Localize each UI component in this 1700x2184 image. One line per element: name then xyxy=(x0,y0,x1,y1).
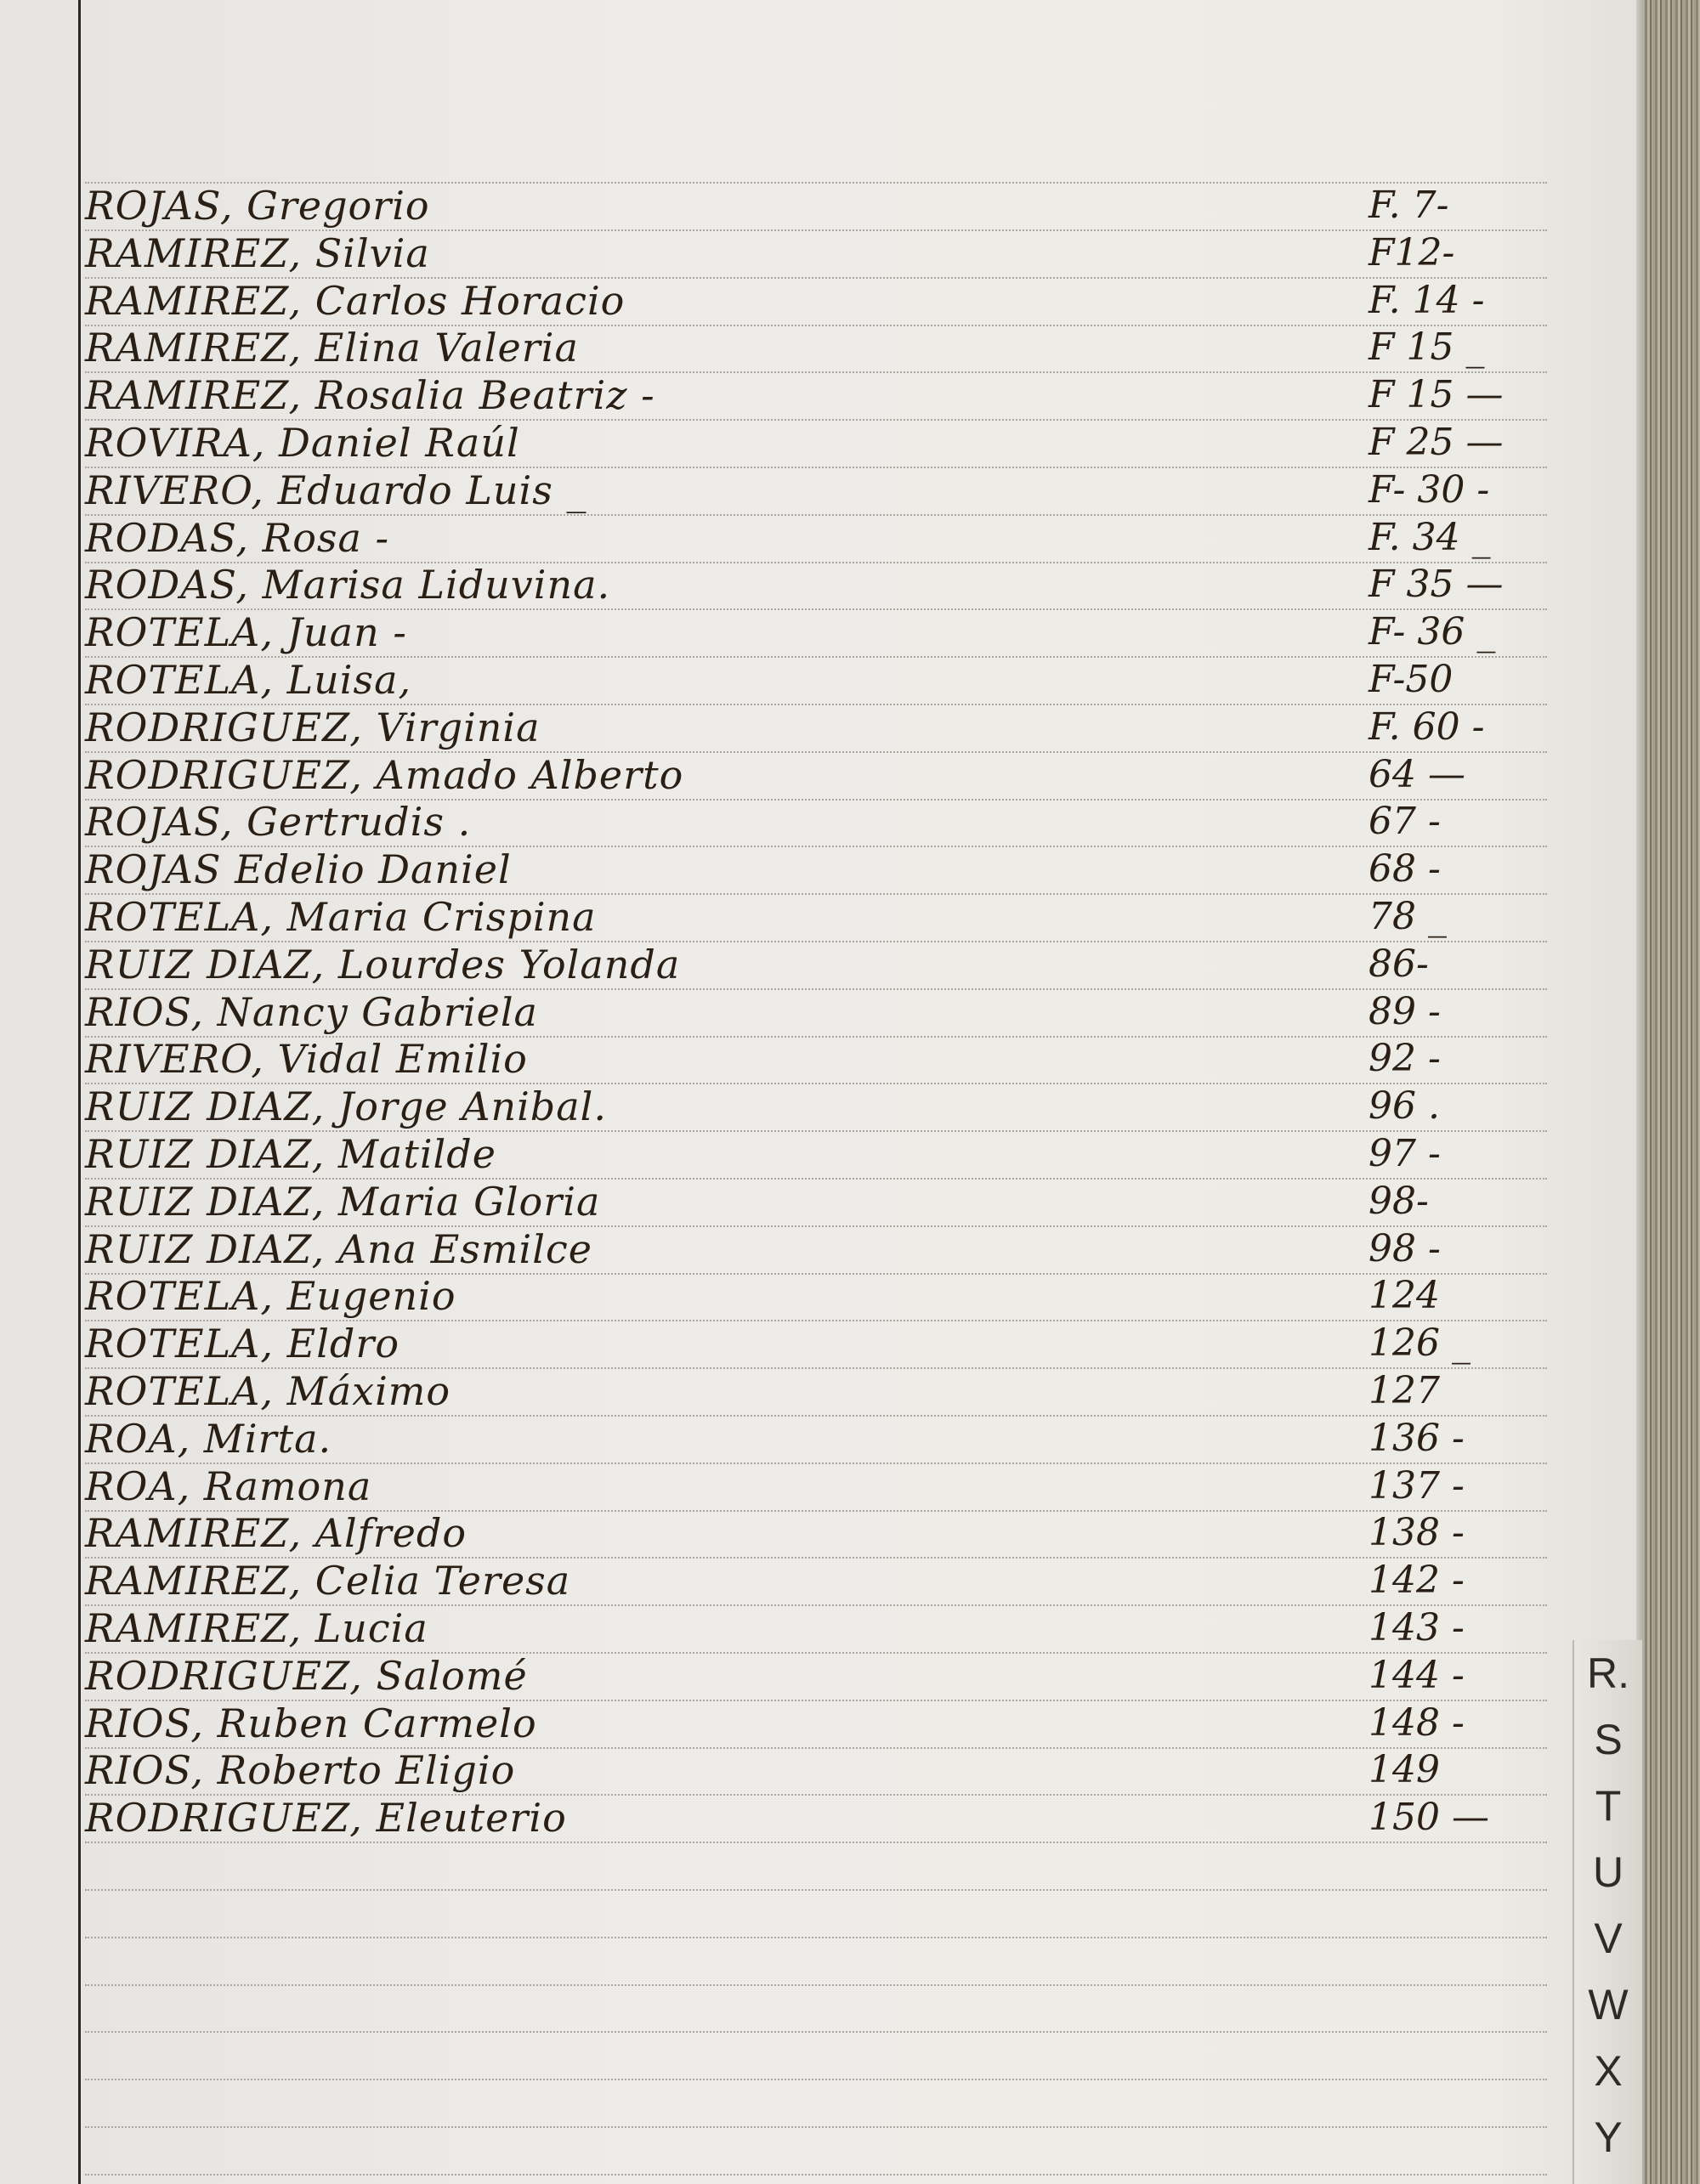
list-item xyxy=(85,798,1530,846)
entry-name: ROJAS, Gregorio xyxy=(85,183,430,229)
list-item xyxy=(85,751,1530,799)
list-item xyxy=(85,608,1530,656)
list-item xyxy=(85,1509,1530,1557)
list-item xyxy=(85,561,1530,608)
entry-name: RAMIREZ, Alfredo xyxy=(85,1510,468,1557)
entry-folio: 149 xyxy=(1368,1748,1440,1792)
entry-name: ROJAS, Gertrudis . xyxy=(85,799,472,846)
entry-folio: 137 - xyxy=(1368,1463,1465,1508)
list-item xyxy=(85,371,1530,419)
index-tab-w[interactable]: W xyxy=(1588,1981,1629,2028)
index-tab-u[interactable]: U xyxy=(1592,1848,1624,1896)
entry-name: ROTELA, Juan - xyxy=(85,609,407,656)
list-item xyxy=(85,1130,1530,1178)
entry-folio: 89 - xyxy=(1368,989,1441,1033)
entry-folio: 148 - xyxy=(1368,1700,1465,1745)
entry-name: RIOS, Roberto Eligio xyxy=(85,1747,516,1794)
entry-folio: F 35 — xyxy=(1368,563,1504,607)
list-item xyxy=(85,893,1530,941)
entry-folio: 64 — xyxy=(1368,752,1465,796)
entry-folio: 98 - xyxy=(1368,1226,1441,1270)
entry-folio: F. 60 - xyxy=(1368,704,1485,749)
entry-folio: F 25 — xyxy=(1368,421,1504,464)
list-item xyxy=(85,1652,1530,1700)
entry-name: RAMIREZ, Lucia xyxy=(85,1605,428,1651)
entry-name: RUIZ DIAZ, Lourdes Yolanda xyxy=(85,941,681,987)
entry-name: RUIZ DIAZ, Matilde xyxy=(85,1131,496,1177)
entry-folio: 143 - xyxy=(1368,1606,1465,1649)
list-item xyxy=(85,324,1530,371)
ruled-line xyxy=(85,1984,1547,1986)
entry-name: RAMIREZ, Rosalia Beatriz - xyxy=(85,372,655,419)
entry-name: ROVIRA, Daniel Raúl xyxy=(85,420,520,466)
entry-name: RAMIREZ, Celia Teresa xyxy=(85,1558,571,1604)
entry-folio: F. 34 _ xyxy=(1368,515,1491,559)
ruled-line xyxy=(85,1937,1547,1938)
entry-folio: F-50 xyxy=(1368,658,1454,701)
entry-folio: 78 _ xyxy=(1368,895,1447,938)
entry-folio: 126 _ xyxy=(1368,1321,1470,1366)
margin-line xyxy=(78,0,81,2184)
entry-name: ROTELA, Eugenio xyxy=(85,1273,456,1320)
list-item xyxy=(85,229,1530,277)
list-item xyxy=(85,1415,1530,1463)
entry-name: ROTELA, Eldro xyxy=(85,1321,400,1367)
index-tab-s[interactable]: S xyxy=(1594,1716,1623,1763)
entry-name: RODAS, Marisa Liduvina. xyxy=(85,562,611,608)
list-item xyxy=(85,1700,1530,1747)
entry-name: ROA, Mirta. xyxy=(85,1415,332,1462)
entry-folio: 98- xyxy=(1368,1179,1429,1223)
list-item xyxy=(85,1367,1530,1415)
entry-folio: 144 - xyxy=(1368,1653,1465,1697)
entry-name: RIOS, Ruben Carmelo xyxy=(85,1700,537,1746)
book-spine xyxy=(1645,0,1700,2184)
list-item xyxy=(85,182,1530,229)
entry-folio: 150 — xyxy=(1368,1796,1489,1840)
list-item xyxy=(85,988,1530,1036)
list-item xyxy=(85,419,1530,467)
list-item xyxy=(85,846,1530,893)
list-item xyxy=(85,1746,1530,1794)
list-item xyxy=(85,277,1530,325)
entry-folio: 124 xyxy=(1368,1274,1440,1318)
list-item xyxy=(85,1604,1530,1652)
index-tab-y[interactable]: Y xyxy=(1594,2113,1623,2161)
list-item xyxy=(85,656,1530,704)
entry-name: ROTELA, Maria Crispina xyxy=(85,894,597,940)
entry-folio: F. 7- xyxy=(1368,184,1449,227)
entry-name: RIVERO, Eduardo Luis _ xyxy=(85,467,587,513)
entry-name: ROA, Ramona xyxy=(85,1463,372,1509)
list-item xyxy=(85,1320,1530,1367)
ruled-line xyxy=(85,1842,1547,1843)
ruled-line xyxy=(85,2079,1547,2080)
entry-folio: 138 - xyxy=(1368,1511,1465,1555)
list-item xyxy=(85,1178,1530,1225)
entry-folio: F- 36 _ xyxy=(1368,610,1496,654)
entry-name: RODRIGUEZ, Salomé xyxy=(85,1652,528,1699)
list-item xyxy=(85,1083,1530,1130)
entry-folio: 127 xyxy=(1368,1369,1440,1412)
list-item xyxy=(85,941,1530,988)
index-tab-v[interactable]: V xyxy=(1594,1915,1623,1962)
index-tab-t[interactable]: T xyxy=(1595,1782,1622,1830)
entry-name: RUIZ DIAZ, Ana Esmilce xyxy=(85,1225,592,1272)
list-item xyxy=(85,1794,1530,1842)
list-item xyxy=(85,467,1530,514)
entry-folio: F- 30 - xyxy=(1368,467,1490,512)
list-item xyxy=(85,1557,1530,1604)
entry-name: RIOS, Nancy Gabriela xyxy=(85,988,538,1035)
ruled-line xyxy=(85,2031,1547,2033)
list-item xyxy=(85,1463,1530,1510)
entry-name: RAMIREZ, Elina Valeria xyxy=(85,325,579,371)
entry-name: RUIZ DIAZ, Maria Gloria xyxy=(85,1178,601,1225)
entry-name: RODRIGUEZ, Virginia xyxy=(85,704,541,750)
ruled-line xyxy=(85,2174,1547,2176)
entry-folio: 67 - xyxy=(1368,800,1441,844)
entry-folio: 92 - xyxy=(1368,1037,1441,1081)
entry-folio: 68 - xyxy=(1368,847,1441,891)
entry-name: RODAS, Rosa - xyxy=(85,514,390,561)
list-item xyxy=(85,1272,1530,1320)
index-tab-x[interactable]: X xyxy=(1594,2047,1623,2095)
entry-name: RODRIGUEZ, Amado Alberto xyxy=(85,751,684,798)
entry-folio: F 15 — xyxy=(1368,373,1504,417)
ruled-line xyxy=(85,2126,1547,2128)
entry-folio: F 15 _ xyxy=(1368,325,1485,370)
entry-name: RUIZ DIAZ, Jorge Anibal. xyxy=(85,1084,608,1130)
list-item xyxy=(85,704,1530,751)
list-item xyxy=(85,1035,1530,1083)
entry-name: RAMIREZ, Silvia xyxy=(85,229,430,276)
ruled-line xyxy=(85,1889,1547,1891)
entry-folio: F. 14 - xyxy=(1368,278,1485,322)
entry-folio: 136 - xyxy=(1368,1416,1465,1460)
entry-name: ROTELA, Luisa, xyxy=(85,657,412,703)
entry-name: ROTELA, Máximo xyxy=(85,1368,451,1414)
alphabet-index-tabs xyxy=(1572,1640,1642,2184)
list-item xyxy=(85,514,1530,562)
list-item xyxy=(85,1225,1530,1273)
entry-name: RAMIREZ, Carlos Horacio xyxy=(85,277,626,324)
entry-name: RIVERO, Vidal Emilio xyxy=(85,1036,528,1083)
entry-folio: 86- xyxy=(1368,942,1429,986)
entry-folio: 97 - xyxy=(1368,1132,1441,1175)
entry-folio: 96 . xyxy=(1368,1084,1440,1129)
entry-name: ROJAS Edelio Daniel xyxy=(85,846,512,893)
index-tab-r[interactable]: R. xyxy=(1587,1649,1629,1697)
entry-name: RODRIGUEZ, Eleuterio xyxy=(85,1795,567,1842)
entry-folio: F12- xyxy=(1368,230,1455,274)
entry-folio: 142 - xyxy=(1368,1559,1465,1603)
